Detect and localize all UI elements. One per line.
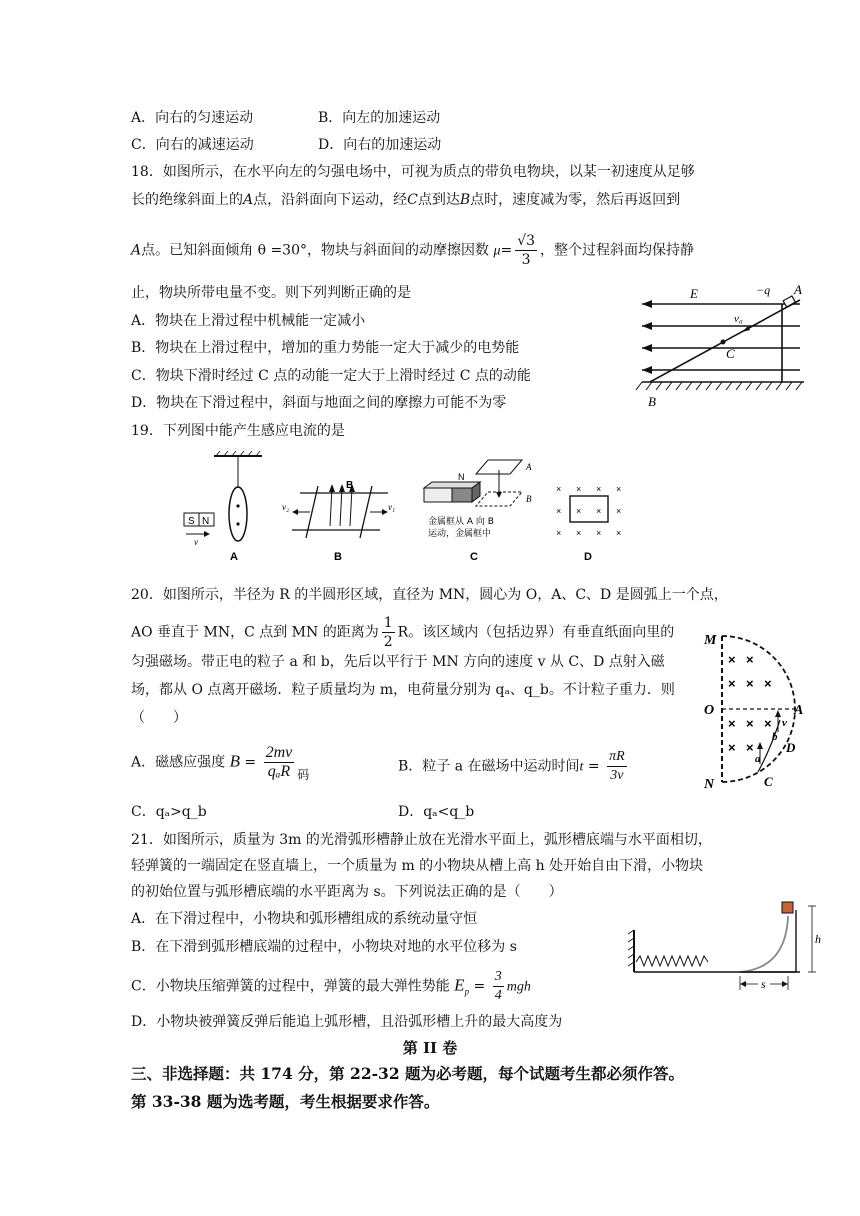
point-c-label: C	[764, 774, 773, 789]
point-n-label: N	[704, 777, 715, 792]
fig-d-field-frame	[556, 484, 621, 563]
fig-c-caption-1: 金属框从 A 向 B	[428, 517, 494, 527]
part-ii-line1: 三、非选择题：共 174 分，第 22-32 题为必考题，每个试题考生都必须作答。	[131, 1064, 685, 1083]
q18-option-a: A．物块在上滑过程中机械能一定减小	[131, 313, 366, 329]
fig-c-label: C	[470, 551, 478, 563]
q20-option-c: C．qₐ>q_b	[131, 804, 207, 820]
svg-text:×: ×	[556, 506, 562, 516]
point-m-label: M	[704, 633, 717, 648]
q20-option-a: A．磁感应强度 B = $\frac{2mv}{\text{qₐR}}$ 码	[131, 744, 310, 782]
q20-option-b: B．粒子 a 在磁场中运动时间t = $\frac{\pi R}{3v}$	[398, 749, 625, 783]
svg-text:×: ×	[764, 716, 772, 731]
q21-option-d: D．小物块被弹簧反弹后能追上弧形槽，且沿弧形槽上升的最大高度为	[131, 1014, 563, 1030]
svg-text:×: ×	[576, 528, 582, 538]
q18-option-c: C．物块下滑时经过 C 点的动能一定大于上滑时经过 C 点的动能	[131, 368, 531, 384]
half-fraction: $\frac{1}{2}$	[383, 615, 393, 650]
fig-a-n: N	[202, 516, 210, 527]
fig-b-v2: v₂	[282, 502, 290, 512]
point-a-label: A	[794, 703, 804, 718]
distance-s-label: s	[761, 977, 766, 991]
svg-text:×: ×	[576, 484, 582, 494]
svg-text:×: ×	[596, 528, 602, 538]
svg-text:×: ×	[556, 528, 562, 538]
q18-stem-line2: 长的绝缘斜面上的A点，沿斜面向下运动，经C点到达B点时，速度减为零，然后再返回到	[131, 192, 681, 208]
fig-a-v: v	[194, 537, 198, 547]
part-ii-line2: 第 33-38 题为选考题，考生根据要求作答。	[131, 1092, 440, 1111]
q20-stem-line1: 20．如图所示，半径为 R 的半圆形区域，直径为 MN，圆心为 O，A、C、D 是圆弧上一个点，	[131, 587, 728, 603]
q18-stem-line1: 18．如图所示，在水平向左的匀强电场中，可视为质点的带负电物块，以某一初速度从足够	[131, 164, 695, 180]
fig-b-rails	[282, 480, 395, 563]
svg-text:×: ×	[576, 506, 582, 516]
svg-text:×: ×	[764, 676, 772, 691]
q20-stem-line4: 场，都从 O 点离开磁场．粒子质量均为 m，电荷量分别为 qₐ、q_b。不计粒子重力．则	[131, 682, 675, 698]
q20-semicircle-figure	[700, 622, 810, 794]
fig-a-label: A	[230, 551, 238, 563]
fig-d-label: D	[584, 551, 592, 563]
svg-text:×: ×	[728, 652, 736, 667]
charge-label: −q	[756, 283, 771, 297]
q17-option-b: B．向左的加速运动	[318, 110, 441, 126]
svg-text:×: ×	[616, 484, 622, 494]
q21-option-b: B．在下滑到弧形槽底端的过程中，小物块对地的水平位移为 s	[131, 939, 517, 955]
fig-c-caption-2: 运动，金属框中	[428, 529, 492, 539]
point-o-label: O	[704, 703, 715, 718]
fig-b-b: B	[346, 480, 354, 491]
fig-a-magnet-ring	[184, 451, 262, 563]
fig-b-label: B	[334, 551, 342, 563]
svg-text:×: ×	[616, 528, 622, 538]
mu-fraction: $\frac{√3}{3}$	[517, 233, 536, 268]
svg-text:×: ×	[728, 676, 736, 691]
q17-option-d: D．向右的加速运动	[318, 137, 442, 153]
q18-option-d: D．物块在下滑过程中，斜面与地面之间的摩擦力可能不为零	[131, 395, 507, 411]
q19-stem: 19．下列图中能产生感应电流的是	[131, 423, 345, 439]
q18-stem-line4: 止，物块所带电量不变。则下列判断正确的是	[131, 285, 411, 301]
q18-option-b: B．物块在上滑过程中，增加的重力势能一定大于减少的电势能	[131, 340, 520, 356]
q20-paren: （ ）	[131, 710, 187, 726]
svg-text:×: ×	[556, 484, 562, 494]
v0-label: v₀	[734, 313, 743, 325]
q17-option-a: A．向右的匀速运动	[131, 110, 254, 126]
q18-incline-figure	[632, 280, 812, 412]
svg-text:×: ×	[728, 740, 736, 755]
svg-text:×: ×	[596, 506, 602, 516]
point-d-label: D	[786, 740, 796, 755]
fig-c-a: A	[526, 462, 532, 472]
q21-stem-line3: 的初始位置与弧形槽底端的水平距离为 s。下列说法正确的是（ ）	[131, 884, 563, 900]
q21-option-c: C．小物块压缩弹簧的过程中，弹簧的最大弹性势能 $E_p$ = $\frac{3}{4}$ mgh	[131, 969, 531, 1003]
q17-option-c: C．向右的减速运动	[131, 137, 254, 153]
q21-spring-groove-figure	[628, 898, 828, 994]
svg-text:×: ×	[728, 716, 736, 731]
height-h-label: h	[815, 932, 821, 946]
q20-stem-line2: AO 垂直于 MN，C 点到 MN 的距离为 $\frac{1}{2}$ R。该区域内（包括边界）有垂直纸面向里的	[131, 615, 675, 650]
q21-stem-line2: 轻弹簧的一端固定在竖直墙上，一个质量为 m 的小物块从槽上高 h 处开始自由下滑，小物块	[131, 858, 704, 874]
part-ii-title: 第 II 卷	[402, 1039, 458, 1057]
svg-text:×: ×	[616, 506, 622, 516]
fig-c-magnet-frame	[424, 460, 532, 563]
q19-figures	[170, 448, 640, 566]
q20-option-d: D．qₐ<q_b	[398, 804, 475, 820]
q20-stem-line3: 匀强磁场。带正电的粒子 a 和 b，先后以平行于 MN 方向的速度 v 从 C、D 点射入磁	[131, 654, 665, 670]
point-a-label: A	[794, 282, 802, 297]
particle-b-label: b	[772, 731, 778, 743]
q18-stem-line3: A点。已知斜面倾角 θ =30°，物块与斜面间的动摩擦因数 μ= $\frac{√3}{3}$ ，整个过程斜面均保持静	[131, 233, 695, 268]
svg-text:×: ×	[746, 716, 754, 731]
velocity-label: v	[782, 717, 787, 729]
fig-c-b: B	[526, 494, 532, 504]
point-c-label: C	[726, 346, 735, 361]
fig-a-s: S	[188, 516, 195, 527]
q21-option-a: A．在下滑过程中，小物块和弧形槽组成的系统动量守恒	[131, 911, 478, 927]
svg-text:×: ×	[746, 676, 754, 691]
q21-stem-line1: 21．如图所示，质量为 3m 的光滑弧形槽静止放在光滑水平面上，弧形槽底端与水平面相切，	[131, 832, 712, 848]
fig-c-n: N	[458, 472, 465, 482]
particle-a-label: a	[755, 753, 761, 765]
svg-text:×: ×	[746, 740, 754, 755]
field-e-label: E	[690, 286, 698, 301]
svg-text:×: ×	[596, 484, 602, 494]
point-b-label: B	[648, 394, 656, 409]
svg-text:×: ×	[746, 652, 754, 667]
fig-b-v1: v₁	[388, 502, 396, 512]
